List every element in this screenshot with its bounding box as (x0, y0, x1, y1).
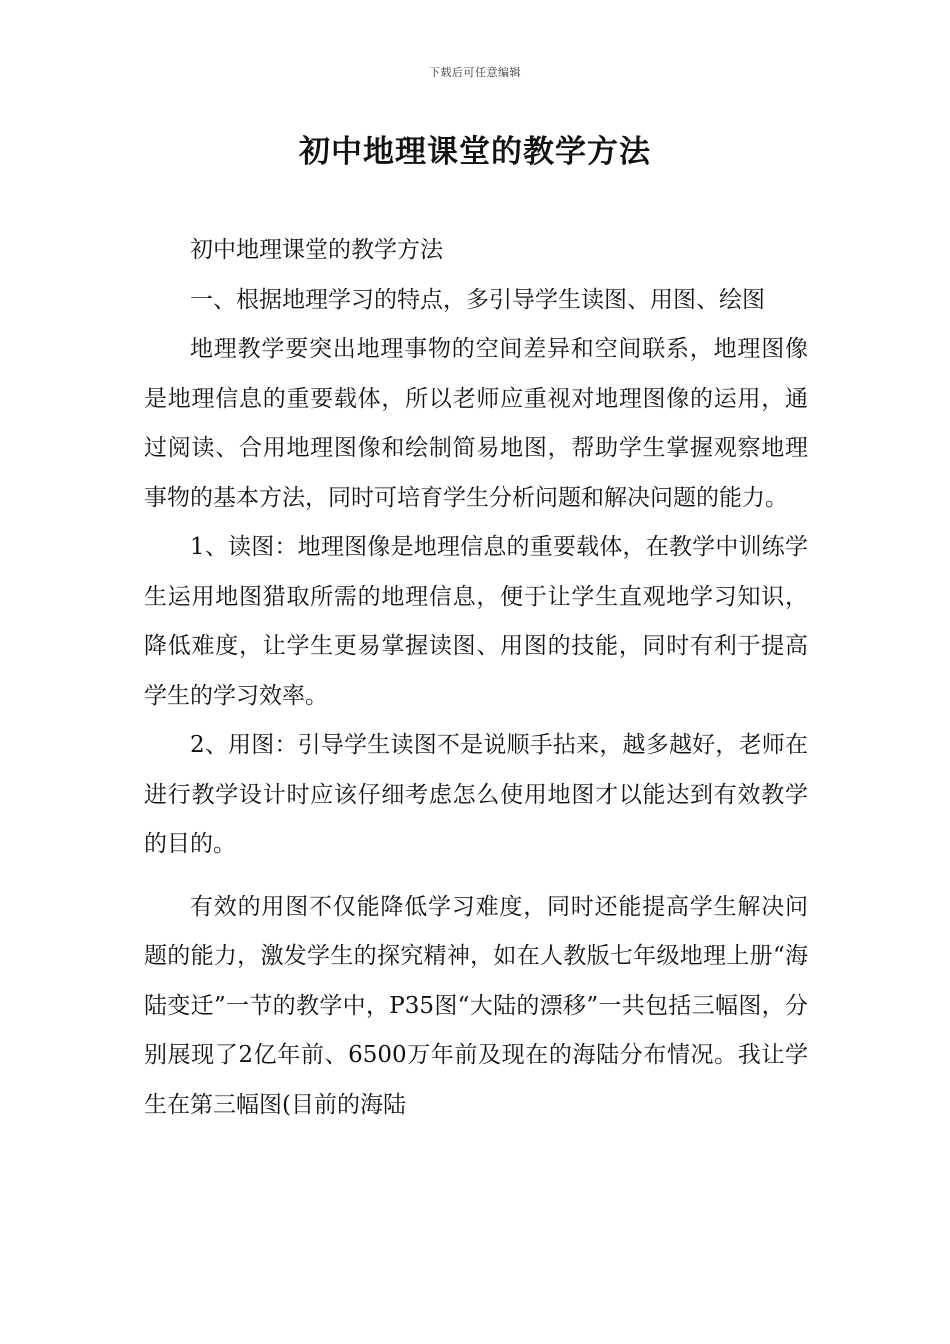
paragraph-read-map: 1、读图：地理图像是地理信息的重要载体，在教学中训练学生运用地图猎取所需的地理信息，便于让学生直观地学习知识，降低难度，让学生更易掌握读图、用图的技能，同时有利于提高学生的学习效率。 (144, 534, 808, 709)
paragraph-use-map: 2、用图：引导学生读图不是说顺手拈来，越多越好，老师在进行教学设计时应该仔细考虑怎么使用地图才以能达到有效教学的目的。 (144, 732, 808, 857)
paragraph-section-heading: 一、根据地理学习的特点，多引导学生读图、用图、绘图 (190, 286, 765, 313)
paragraph-subtitle: 初中地理课堂的教学方法 (190, 237, 443, 263)
document-title: 初中地理课堂的教学方法 (299, 134, 651, 170)
header-note: 下载后可任意编辑 (429, 66, 521, 79)
paragraph-intro: 地理教学要突出地理事物的空间差异和空间联系，地理图像是地理信息的重要载体，所以老师应重视对地理图像的运用，通过阅读、合用地理图像和绘制简易地图，帮助学生掌握观察地理事物的基本方法，同时可培育学生分析问题和解决问题的能力。 (144, 336, 808, 511)
document-body (144, 226, 808, 1130)
paragraph-effective-use: 有效的用图不仅能降低学习难度，同时还能提高学生解决问题的能力，激发学生的探究精神，如在人教版七年级地理上册“海陆变迁”一节的教学中，P35图“大陆的漂移”一共包括三幅图，分别展现了2亿年前、6500万年前及现在的海陆分布情况。我让学生在第三幅图(目前的海陆 (144, 893, 808, 1118)
